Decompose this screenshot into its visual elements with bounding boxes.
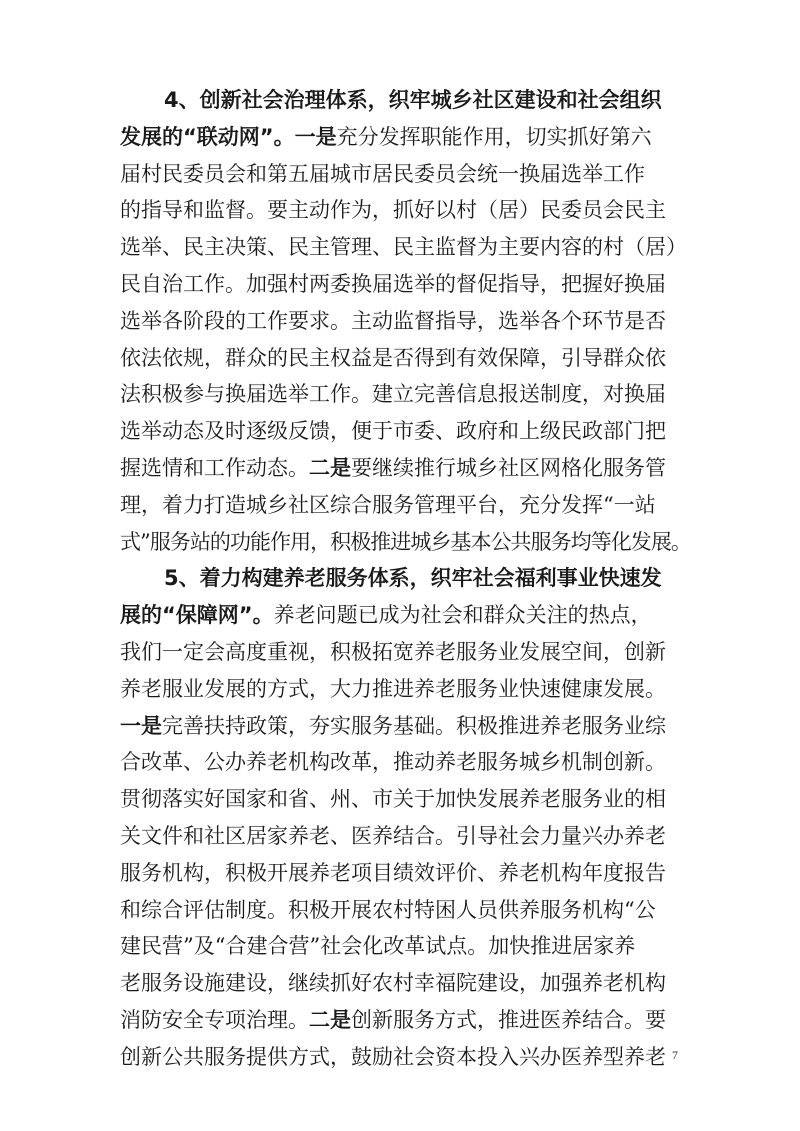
text-run: 创新服务方式，推进医养结合。要 (351, 1008, 666, 1032)
text-line (120, 485, 692, 525)
text-line (120, 742, 692, 782)
text-run: 完善扶持政策，夯实服务基础。积极推进养老服务业综 (162, 713, 666, 738)
text-run: 选举动态及时逐级反馈，便于市委、政府和上级民政部门把 (120, 419, 666, 444)
text-line (120, 1037, 692, 1077)
bold-text-run: 4、创新社会治理体系，织牢城乡社区建设和社会组织 (164, 88, 662, 112)
text-line (120, 190, 692, 230)
text-line (120, 816, 692, 856)
text-run: 建民营”及“合建合营”社会化改革试点。加快推进居家养 (120, 934, 636, 959)
text-run: 式”服务站的功能作用，积极推进城乡基本公共服务均等化发展。 (120, 529, 691, 554)
bold-text-run: 展的“保障网”。 (120, 603, 274, 628)
text-run: 老服务设施建设，继续抓好农村幸福院建设，加强养老机构 (120, 971, 666, 996)
text-line (120, 595, 692, 635)
text-line (120, 301, 692, 341)
text-line (120, 338, 692, 378)
text-line (120, 669, 692, 709)
text-run: 选举、民主决策、民主管理、民主监督为主要内容的村（居） (120, 235, 687, 260)
text-run: 服务机构，积极开展养老项目绩效评价、养老机构年度报告 (120, 860, 666, 885)
bold-text-run: 一是 (120, 713, 162, 738)
text-line (164, 558, 692, 598)
text-run: 和综合评估制度。积极开展农村特困人员供养服务机构“公 (120, 897, 656, 922)
text-run: 选举各阶段的工作要求。主动监督指导，选举各个环节是否 (120, 308, 666, 333)
text-line (120, 374, 692, 414)
text-line (120, 448, 692, 488)
text-line (120, 522, 692, 562)
text-line (120, 227, 692, 267)
bold-text-run: 二是 (309, 456, 351, 480)
text-run: 法积极参与换届选举工作。建立完善信息报送制度，对换届 (120, 382, 666, 407)
text-run: 养老服业发展的方式，大力推进养老服务业快速健康发展。 (120, 676, 666, 701)
text-line (120, 779, 692, 819)
text-run: 的指导和监督。要主动作为，抓好以村（居）民委员会民主 (120, 198, 666, 223)
bold-text-run: 5、着力构建养老服务体系，织牢社会福利事业快速发 (164, 566, 662, 591)
text-line (120, 264, 692, 304)
text-run: 关文件和社区居家养老、医养结合。引导社会力量兴办养老 (120, 824, 666, 848)
text-line (120, 632, 692, 672)
page-number: 7 (672, 1048, 678, 1062)
text-line (120, 154, 692, 194)
text-run: 民自治工作。加强村两委换届选举的督促指导，把握好换届 (120, 272, 666, 296)
text-line (120, 117, 692, 157)
text-line (120, 853, 692, 893)
text-line (120, 963, 692, 1003)
text-line (120, 890, 692, 930)
text-run: 养老问题已成为社会和群众关注的热点， (273, 603, 652, 628)
text-run: 理，着力打造城乡社区综合服务管理平台，充分发挥“一站 (120, 492, 656, 517)
text-run: 依法依规，群众的民主权益是否得到有效保障，引导群众依 (120, 345, 666, 370)
bold-text-run: 二是 (309, 1008, 351, 1032)
text-run: 创新公共服务提供方式，鼓励社会资本投入兴办医养型养老 (120, 1044, 666, 1069)
text-run: 要继续推行城乡社区网格化服务管 (351, 456, 666, 480)
text-run: 贯彻落实好国家和省、州、市关于加快发展养老服务业的相 (120, 787, 666, 812)
text-line (120, 411, 692, 451)
text-line (164, 80, 692, 120)
text-run: 我们一定会高度重视，积极拓宽养老服务业发展空间，创新 (120, 640, 666, 664)
bold-text-run: 发展的“联动网”。 (120, 124, 295, 149)
text-run: 合改革、公办养老机构改革，推动养老服务城乡机制创新。 (120, 750, 666, 775)
text-run: 握选情和工作动态。 (120, 456, 309, 480)
bold-text-run: 一是 (294, 124, 337, 149)
text-run: 消防安全专项治理。 (120, 1008, 309, 1032)
text-line (120, 926, 692, 966)
text-line (120, 706, 692, 746)
text-run: 充分发挥职能作用，切实抓好第六 (336, 124, 652, 149)
text-run: 届村民委员会和第五届城市居民委员会统一换届选举工作 (120, 161, 645, 186)
text-line (120, 1000, 692, 1040)
